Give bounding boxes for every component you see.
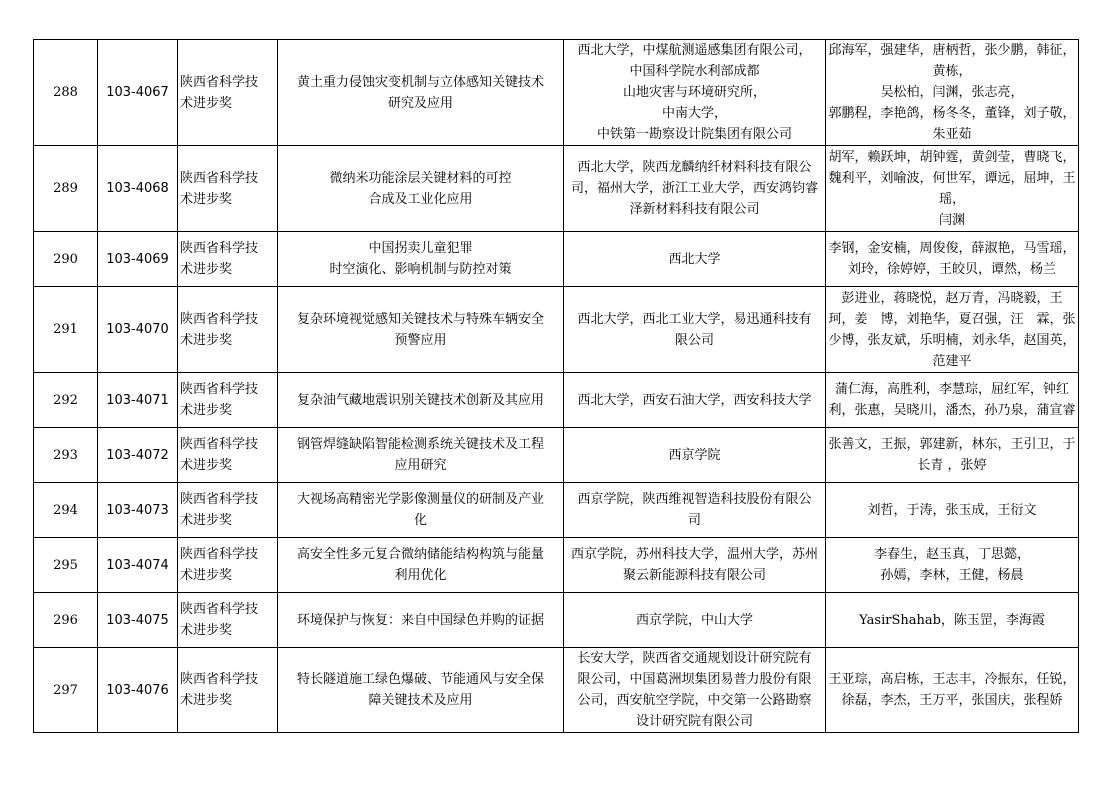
award-category (178, 40, 278, 146)
completing-people (826, 593, 1079, 648)
project-title-line: 时空演化、影响机制与防控对策 (329, 262, 512, 277)
award-category-line: 陕西省科学技 (180, 492, 259, 507)
project-code: 103-4069 (98, 232, 178, 287)
project-code: 103-4068 (98, 146, 178, 232)
project-code: 103-4067 (98, 40, 178, 146)
completing-units-line: 西京学院，陕西维视智造科技股份有限公 (577, 492, 812, 507)
completing-units-line: 司 (687, 513, 701, 528)
table-row (34, 428, 1079, 483)
completing-units (564, 40, 826, 146)
row-number: 290 (34, 232, 98, 287)
row-number: 294 (34, 483, 98, 538)
award-category-line: 术进步奖 (180, 95, 233, 111)
award-category (178, 483, 278, 538)
award-category-line: 陕西省科学技 (180, 241, 259, 256)
project-title-line: 化 (413, 513, 427, 528)
row-number: 288 (34, 40, 98, 146)
award-category (178, 287, 278, 373)
project-code: 103-4076 (98, 648, 178, 733)
completing-people-line: 孙嫣，李林，王健，杨晨 (880, 568, 1024, 583)
award-category-line: 陕西省科学技 (180, 437, 259, 452)
table-row (34, 373, 1079, 428)
completing-people-line: 珂，姜 博，刘艳华，夏召强，汪 霖，张 (828, 311, 1076, 327)
award-category-line: 术进步奖 (180, 623, 233, 638)
table-row (34, 232, 1079, 287)
completing-people-line: 张善文，王振，郭建新，林东，王引卫，于 (828, 437, 1076, 452)
table-row (34, 40, 1079, 146)
project-title (278, 538, 564, 593)
table-row (34, 146, 1079, 232)
completing-people-line: 蒲仁海，高胜利，李慧琮，屈红军，钟红 (834, 382, 1069, 397)
project-title-line: 大视场高精密光学影像测量仪的研制及产业 (296, 492, 544, 507)
project-code: 103-4074 (98, 538, 178, 593)
completing-units-line: 西京学院，中山大学 (635, 612, 753, 628)
completing-units (564, 593, 826, 648)
completing-units (564, 428, 826, 483)
table-row (34, 648, 1079, 733)
award-category-line: 陕西省科学技 (180, 672, 259, 687)
completing-units-line: 泽新材料科技有限公司 (629, 202, 760, 217)
completing-people-line: 李钢，金安楠，周俊俊，薛淑艳，马雪瑶， (828, 241, 1076, 256)
award-category-line: 陕西省科学技 (180, 602, 259, 617)
completing-people-line: 胡军，赖跃坤，胡钟霆，黄剑莹，曹晓飞， (828, 149, 1076, 165)
completing-people (826, 648, 1079, 733)
project-code: 103-4071 (98, 373, 178, 428)
award-category-line: 陕西省科学技 (180, 382, 259, 397)
completing-units (564, 648, 826, 733)
row-number: 296 (34, 593, 98, 648)
completing-people (826, 146, 1079, 232)
award-category-line: 术进步奖 (180, 568, 233, 583)
project-title (278, 40, 564, 146)
completing-people-line: 徐磊，李杰，王万平，张国庆，张程娇 (841, 693, 1063, 708)
completing-people-line: 李春生，赵玉真，丁思懿， (873, 547, 1030, 562)
completing-units-line: 西北大学，西北工业大学，易迅通科技有 (577, 311, 812, 327)
completing-people-line: 利，张惠，吴晓川，潘杰，孙乃泉，蒲宣睿 (828, 403, 1076, 418)
row-number: 295 (34, 538, 98, 593)
completing-units-line: 西京学院，苏州科技大学，温州大学，苏州 (570, 547, 818, 562)
award-table (33, 39, 1079, 733)
award-category-line: 陕西省科学技 (180, 74, 259, 90)
project-code: 103-4075 (98, 593, 178, 648)
completing-units-line: 西北大学，西安石油大学，西安科技大学 (577, 392, 812, 408)
project-title-line: 黄土重力侵蚀灾变机制与立体感知关键技术 (296, 74, 544, 90)
award-category-line: 术进步奖 (180, 332, 233, 348)
project-title (278, 483, 564, 538)
completing-people-line: 朱亚茹 (932, 127, 972, 142)
project-title (278, 373, 564, 428)
completing-units-line: 长安大学，陕西省交通规划设计研究院有 (577, 651, 812, 666)
completing-units-line: 聚云新能源科技有限公司 (622, 568, 766, 583)
award-category-line: 术进步奖 (180, 403, 233, 418)
completing-people (826, 287, 1079, 373)
project-title-line: 利用优化 (394, 568, 447, 583)
completing-people (826, 232, 1079, 287)
award-category (178, 593, 278, 648)
project-title-line: 应用研究 (394, 458, 447, 473)
row-number: 289 (34, 146, 98, 232)
completing-units-line: 设计研究院有限公司 (635, 714, 753, 729)
award-category (178, 428, 278, 483)
project-title (278, 232, 564, 287)
project-title-line: 研究及应用 (387, 95, 453, 111)
award-category-line: 术进步奖 (180, 458, 233, 473)
row-number: 292 (34, 373, 98, 428)
completing-units (564, 538, 826, 593)
completing-people-line: 闫渊 (938, 212, 965, 228)
completing-units-line: 中铁第一勘察设计院集团有限公司 (596, 127, 792, 142)
completing-units-line: 西北大学，陕西龙麟纳纤材料科技有限公 (577, 160, 812, 175)
completing-people-line: 彭进业，蒋晓悦，赵万青，冯晓毅，王 (841, 290, 1063, 306)
project-title (278, 648, 564, 733)
completing-people-line: 魏利平，刘喻波，何世军，谭远，屈坤，王 (828, 170, 1076, 186)
table-row (34, 593, 1079, 648)
award-category-line: 术进步奖 (180, 693, 233, 708)
project-title (278, 287, 564, 373)
completing-units-line: 西北大学 (668, 251, 721, 267)
completing-units-line: 山地灾害与环境研究所， (622, 85, 766, 100)
award-category-line: 术进步奖 (180, 191, 233, 207)
project-title-line: 环境保护与恢复：来自中国绿色并购的证据 (296, 612, 544, 628)
completing-people (826, 40, 1079, 146)
completing-people-line: YasirShahab，陈玉罡，李海霞 (859, 612, 1045, 628)
row-number: 293 (34, 428, 98, 483)
completing-units (564, 483, 826, 538)
award-category (178, 232, 278, 287)
completing-people-line: 郭鹏程，李艳鸽，杨冬冬，董锋，刘子敬， (828, 106, 1076, 121)
completing-people-line: 刘玲，徐婷婷，王皎贝，谭然，杨兰 (847, 262, 1056, 277)
award-table-body (34, 40, 1079, 733)
completing-people (826, 373, 1079, 428)
completing-people-line: 刘哲，于涛，张玉成，王衍文 (867, 502, 1037, 518)
award-category (178, 648, 278, 733)
completing-units-line: 中南大学， (661, 106, 727, 121)
award-category (178, 538, 278, 593)
project-code: 103-4073 (98, 483, 178, 538)
table-row (34, 287, 1079, 373)
project-title (278, 146, 564, 232)
project-title-line: 复杂环境视觉感知关键技术与特殊车辆安全 (296, 311, 544, 327)
completing-people (826, 538, 1079, 593)
project-title (278, 593, 564, 648)
project-title-line: 钢管焊缝缺陷智能检测系统关键技术及工程 (296, 437, 544, 452)
table-row (34, 538, 1079, 593)
project-title-line: 微纳米功能涂层关键材料的可控 (329, 170, 512, 186)
completing-units (564, 287, 826, 373)
completing-people-line: 长青 ，张婷 (917, 458, 987, 473)
completing-people-line: 少博，张友斌，乐明楠，刘永华，赵国英， (828, 332, 1076, 348)
completing-people-line: 范建平 (932, 353, 972, 369)
project-code: 103-4072 (98, 428, 178, 483)
project-title-line: 特长隧道施工绿色爆破、节能通风与安全保 (296, 672, 544, 687)
completing-people-line: 邱海军，强建华，唐柄哲，张少鹏，韩征， (828, 43, 1076, 58)
award-category-line: 陕西省科学技 (180, 547, 259, 562)
completing-units-line: 西京学院 (668, 447, 721, 463)
project-title-line: 复杂油气藏地震识别关键技术创新及其应用 (296, 392, 544, 408)
row-number: 297 (34, 648, 98, 733)
completing-people-line: 瑶， (938, 191, 965, 207)
completing-people-line: 王亚琮，高启栋，王志丰，冷振东，任锐， (828, 672, 1076, 687)
completing-units-line: 公司，西安航空学院，中交第一公路勘察 (577, 693, 812, 708)
completing-units (564, 146, 826, 232)
project-title-line: 合成及工业化应用 (368, 191, 473, 207)
project-title-line: 预警应用 (394, 332, 447, 348)
award-category (178, 146, 278, 232)
award-category-line: 术进步奖 (180, 262, 233, 277)
completing-units (564, 232, 826, 287)
completing-units-line: 司，福州大学，浙江工业大学，西安鸿钧睿 (570, 181, 818, 196)
completing-units-line: 限公司 (674, 332, 714, 348)
row-number: 291 (34, 287, 98, 373)
award-category-line: 术进步奖 (180, 513, 233, 528)
project-code: 103-4070 (98, 287, 178, 373)
table-row (34, 483, 1079, 538)
award-category-line: 陕西省科学技 (180, 170, 259, 186)
project-title-line: 高安全性多元复合微纳储能结构构筑与能量 (296, 547, 544, 562)
project-title-line: 障关键技术及应用 (368, 693, 473, 708)
completing-people-line: 吴松柏，闫渊，张志亮， (880, 85, 1024, 100)
completing-people (826, 483, 1079, 538)
completing-units-line: 限公司，中国葛洲坝集团易普力股份有限 (577, 672, 812, 687)
completing-units (564, 373, 826, 428)
award-category (178, 373, 278, 428)
project-title (278, 428, 564, 483)
project-title-line: 中国拐卖儿童犯罪 (368, 241, 473, 256)
completing-people (826, 428, 1079, 483)
completing-units-line: 中国科学院水利部成都 (629, 64, 760, 79)
completing-people-line: 黄栋， (932, 64, 972, 79)
award-category-line: 陕西省科学技 (180, 311, 259, 327)
completing-units-line: 西北大学，中煤航测遥感集团有限公司， (577, 43, 812, 58)
